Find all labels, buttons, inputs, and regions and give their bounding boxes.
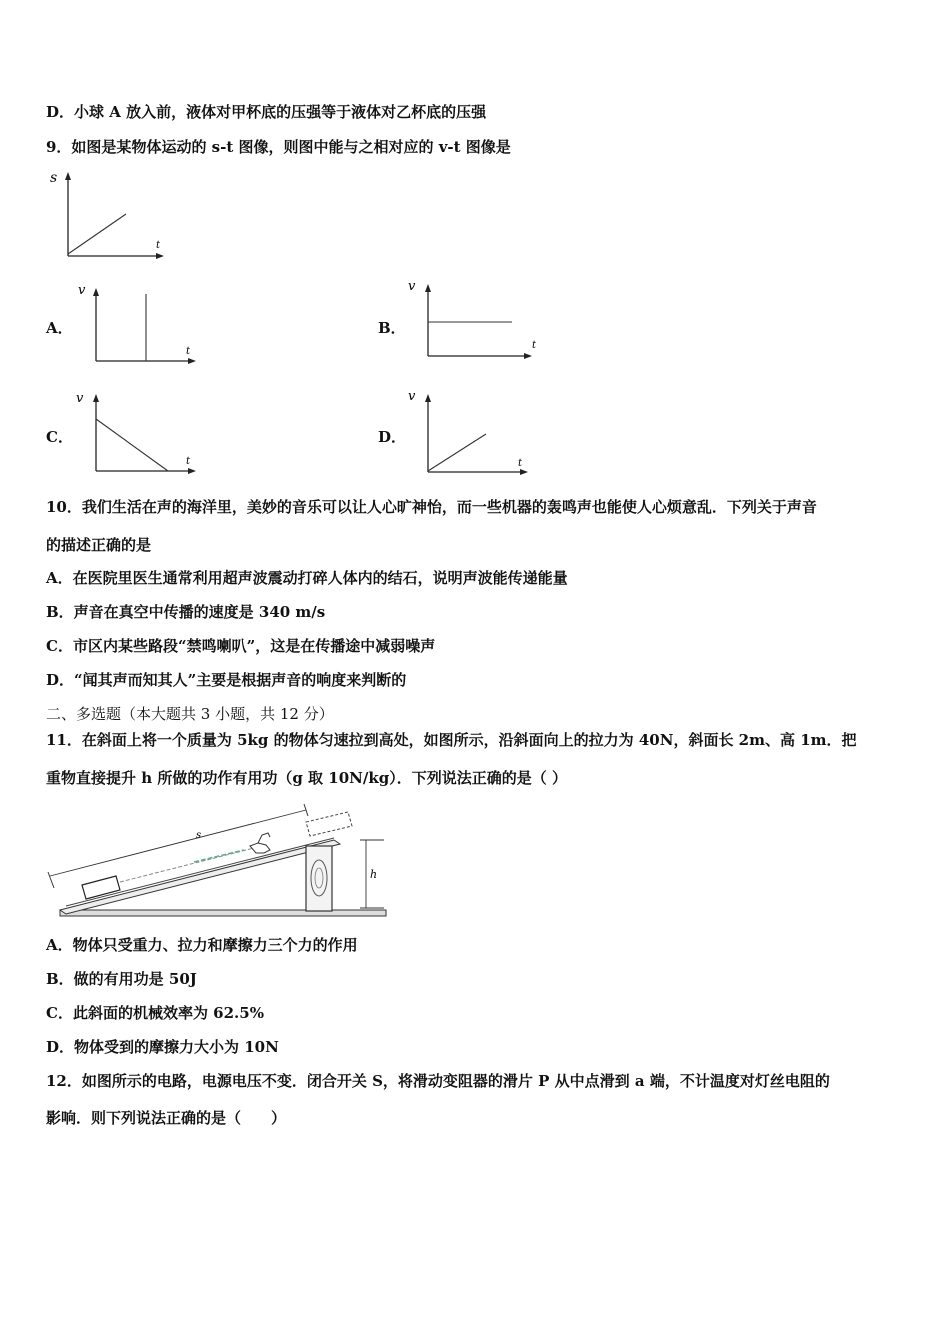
opt-d-x-label: t (518, 458, 523, 469)
q10-stem-line1: 10．我们生活在声的海洋里，美妙的音乐可以让人心旷神怡，而一些机器的轰鸣声也能使人心烦意乱．下列关于声音 (46, 498, 817, 516)
opt-c-y-label: v (76, 391, 84, 406)
q10-stem-line2: 的描述正确的是 (46, 536, 152, 554)
q9-option-c-label[interactable]: C． (46, 428, 73, 446)
q10-option-d[interactable]: D．“闻其声而知其人”主要是根据声音的响度来判断的 (46, 671, 407, 689)
q9-option-b-graph (404, 276, 544, 370)
q10-option-a[interactable]: A．在医院里医生通常利用超声波震动打碎人体内的结石，说明声波能传递能量 (46, 569, 568, 587)
q11-incline-figure (44, 796, 394, 924)
q9-option-c-graph (72, 388, 202, 478)
st-x-label: t (156, 240, 161, 251)
q11-option-c[interactable]: C．此斜面的机械效率为 62.5% (46, 1004, 264, 1022)
q12-stem-line1: 12．如图所示的电路，电源电压不变．闭合开关 S，将滑动变阻器的滑片 P 从中点滑到 a 端，不计温度对灯丝电阻的 (46, 1072, 830, 1090)
q9-st-graph (46, 168, 176, 268)
opt-b-x-label: t (532, 340, 537, 351)
q9-option-a-label[interactable]: A． (46, 319, 73, 337)
q9-stem: 9．如图是某物体运动的 s-t 图像，则图中能与之相对应的 v-t 图像是 (46, 138, 511, 156)
q9-option-b-label[interactable]: B． (378, 319, 406, 337)
h-label: h (370, 868, 378, 881)
q11-stem-line2: 重物直接提升 h 所做的功作有用功（g 取 10N/kg）．下列说法正确的是（ ） (46, 769, 567, 787)
st-y-label: s (50, 170, 58, 186)
q9-option-d-graph (404, 386, 544, 480)
q12-stem-line2: 影响．则下列说法正确的是（ ） (46, 1109, 287, 1127)
opt-b-y-label: v (408, 279, 416, 294)
q11-option-b[interactable]: B．做的有用功是 50J (46, 970, 197, 988)
q10-option-b[interactable]: B．声音在真空中传播的速度是 340 m/s (46, 603, 326, 621)
q9-option-d-label[interactable]: D． (378, 428, 407, 446)
q10-option-c[interactable]: C．市区内某些路段“禁鸣喇叭”，这是在传播途中减弱噪声 (46, 637, 436, 655)
section-2-title: 二、多选题（本大题共 3 小题，共 12 分） (46, 705, 334, 723)
q9-option-a-graph (72, 280, 202, 370)
opt-a-x-label: t (186, 346, 191, 357)
q11-stem-line1: 11．在斜面上将一个质量为 5kg 的物体匀速拉到高处，如图所示，沿斜面向上的拉力为 40N，斜面长 2m、高 1m．把 (46, 731, 857, 749)
q8-option-d: D．小球 A 放入前，液体对甲杯底的压强等于液体对乙杯底的压强 (46, 103, 487, 121)
q11-option-a[interactable]: A．物体只受重力、拉力和摩擦力三个力的作用 (46, 936, 358, 954)
s-label: s (196, 830, 202, 841)
opt-d-y-label: v (408, 389, 416, 404)
opt-a-y-label: v (78, 283, 86, 298)
q11-option-d[interactable]: D．物体受到的摩擦力大小为 10N (46, 1038, 279, 1056)
opt-c-x-label: t (186, 456, 191, 467)
